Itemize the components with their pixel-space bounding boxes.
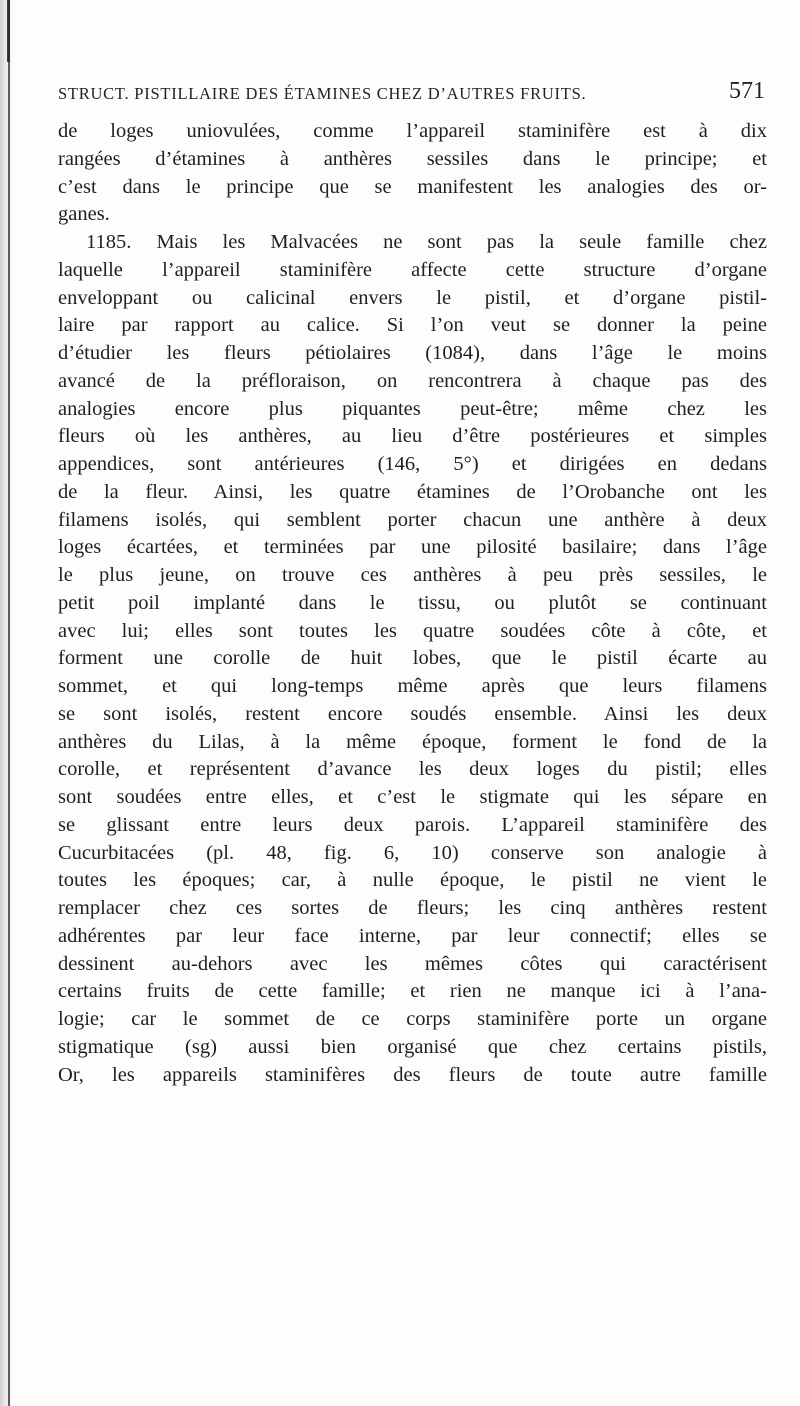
text-line: se glissant entre leurs deux parois. L’appareil staminifère des xyxy=(58,813,767,836)
text-line: se sont isolés, restent encore soudés ensemble. Ainsi les deux xyxy=(58,702,767,725)
text-line: stigmatique (sg) aussi bien organisé que chez certains pistils, xyxy=(58,1035,767,1058)
text-line: de loges uniovulées, comme l’appareil staminifère est à dix xyxy=(58,120,767,142)
text-line: laire par rapport au calice. Si l’on veut se donner la peine xyxy=(58,314,767,337)
page-gutter-shadow xyxy=(0,0,14,1406)
text-line: petit poil implanté dans le tissu, ou plutôt se continuant xyxy=(58,591,767,614)
text-line: appendices, sont antérieures (146, 5°) et dirigées en dedans xyxy=(58,453,767,475)
text-line: sont soudées entre elles, et c’est le stigmate qui les sépare en xyxy=(58,786,767,808)
text-line: le plus jeune, on trouve ces anthères à peu près sessiles, le xyxy=(58,564,767,586)
text-line: enveloppant ou calicinal envers le pistil, et d’organe pistil- xyxy=(58,286,767,309)
text-line: sommet, et qui long-temps même après que leurs filamens xyxy=(58,675,767,697)
text-line: loges écartées, et terminées par une pilosité basilaire; dans l’âge xyxy=(58,536,767,559)
running-head: STRUCT. PISTILLAIRE DES ÉTAMINES CHEZ D’AUTRES FRUITS. xyxy=(58,84,587,103)
page-header xyxy=(58,78,765,110)
text-line: c’est dans le principe que se manifestent les analogies des or- xyxy=(58,175,767,198)
text-line: corolle, et représentent d’avance les deux loges du pistil; elles xyxy=(58,758,767,781)
text-line: fleurs où les anthères, au lieu d’être postérieures et simples xyxy=(58,425,767,448)
text-line: toutes les époques; car, à nulle époque, le pistil ne vient le xyxy=(58,869,767,892)
text-line: anthères du Lilas, à la même époque, forment le fond de la xyxy=(58,730,767,753)
text-line: 1185. Mais les Malvacées ne sont pas la seule famille chez xyxy=(86,231,767,253)
text-line: analogies encore plus piquantes peut-être; même chez les xyxy=(58,397,767,420)
text-line: Or, les appareils staminifères des fleurs de toute autre famille xyxy=(58,1063,767,1086)
text-line: de la fleur. Ainsi, les quatre étamines de l’Orobanche ont les xyxy=(58,480,767,503)
text-line: avec lui; elles sont toutes les quatre soudées côte à côte, et xyxy=(58,619,767,642)
text-line: rangées d’étamines à anthères sessiles dans le principe; et xyxy=(58,147,767,170)
body-text xyxy=(58,118,767,1089)
binding-edge-line xyxy=(8,0,10,1406)
text-line: avancé de la préfloraison, on rencontrera à chaque pas des xyxy=(58,369,767,392)
page-number: 571 xyxy=(729,78,765,104)
text-line: laquelle l’appareil staminifère affecte cette structure d’organe xyxy=(58,258,767,281)
text-line: certains fruits de cette famille; et rien ne manque ici à l’ana- xyxy=(58,980,767,1003)
text-line: dessinent au-dehors avec les mêmes côtes qui caractérisent xyxy=(58,952,767,975)
text-line: forment une corolle de huit lobes, que le pistil écarte au xyxy=(58,647,767,670)
text-line: remplacer chez ces sortes de fleurs; les cinq anthères restent xyxy=(58,897,767,919)
text-line: d’étudier les fleurs pétiolaires (1084), dans l’âge le moins xyxy=(58,342,767,364)
text-line: Cucurbitacées (pl. 48, fig. 6, 10) conserve son analogie à xyxy=(58,841,767,864)
text-line: adhérentes par leur face interne, par leur connectif; elles se xyxy=(58,924,767,947)
text-line: logie; car le sommet de ce corps staminifère porte un organe xyxy=(58,1008,767,1030)
text-line: filamens isolés, qui semblent porter chacun une anthère à deux xyxy=(58,508,767,531)
text-line: ganes. xyxy=(58,203,110,226)
